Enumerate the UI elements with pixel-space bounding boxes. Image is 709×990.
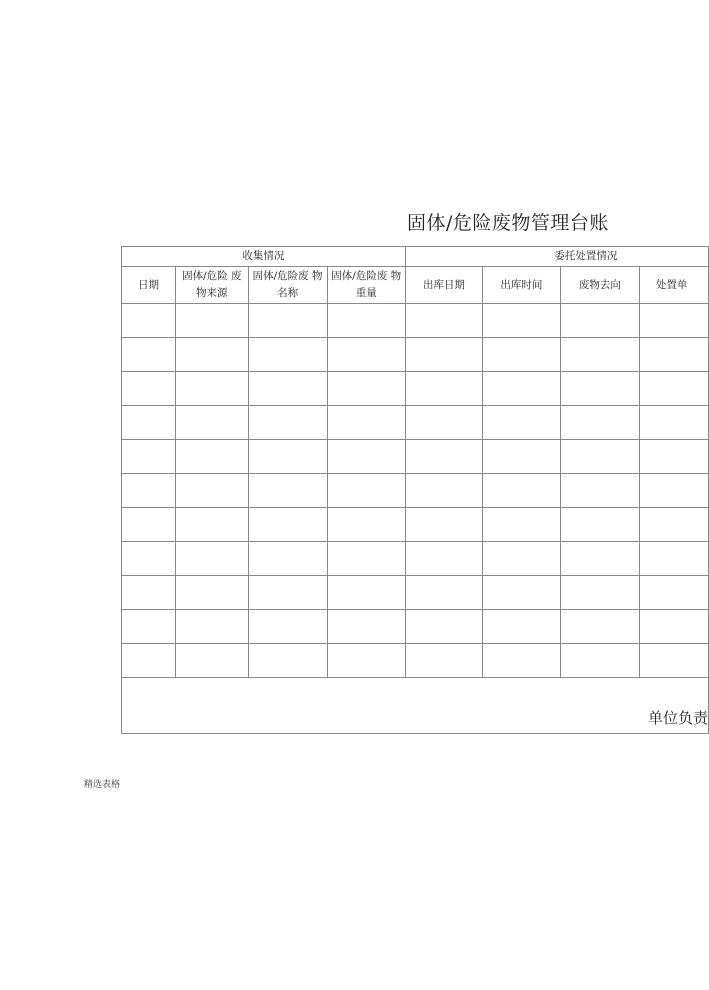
table-cell[interactable]: [639, 406, 708, 440]
table-cell[interactable]: [560, 338, 639, 372]
group-entrusted-disposal: [405, 247, 708, 267]
table-cell[interactable]: [639, 440, 708, 474]
table-cell[interactable]: [405, 440, 482, 474]
table-cell[interactable]: [327, 406, 405, 440]
col-disposal: 处置单: [639, 267, 708, 304]
table-cell[interactable]: [327, 474, 405, 508]
col-source-line2: 物来源: [196, 287, 228, 299]
table-cell[interactable]: [405, 474, 482, 508]
table-cell[interactable]: [176, 542, 248, 576]
col-weight-line1: 固体/危险废 物: [331, 270, 402, 282]
table-cell[interactable]: [176, 338, 248, 372]
table-cell[interactable]: [327, 508, 405, 542]
table-cell[interactable]: [482, 440, 560, 474]
table-cell[interactable]: [176, 508, 248, 542]
table-row: [122, 304, 709, 338]
table-cell[interactable]: [639, 644, 708, 678]
table-row: [122, 440, 709, 474]
table-row: [122, 474, 709, 508]
table-cell[interactable]: [560, 440, 639, 474]
table-cell[interactable]: [248, 644, 327, 678]
table-cell[interactable]: [122, 304, 176, 338]
table-cell[interactable]: [639, 474, 708, 508]
table-cell[interactable]: [122, 406, 176, 440]
group-entrusted-label: 委托处置情况: [554, 250, 618, 262]
table-cell[interactable]: [482, 372, 560, 406]
table-cell[interactable]: [176, 440, 248, 474]
col-name-line2: 名称: [277, 287, 299, 299]
table-cell[interactable]: [248, 338, 327, 372]
table-cell[interactable]: [176, 610, 248, 644]
column-header-row: [122, 267, 709, 304]
table-cell[interactable]: [327, 610, 405, 644]
table-cell[interactable]: [405, 542, 482, 576]
table-cell[interactable]: [560, 542, 639, 576]
col-date: 日期: [122, 267, 176, 304]
waste-ledger-table: [121, 246, 709, 734]
col-source-line1: 固体/危险 废: [182, 270, 242, 282]
table-cell[interactable]: [639, 304, 708, 338]
table-cell[interactable]: [248, 440, 327, 474]
signature-row: [122, 678, 709, 734]
table-cell[interactable]: [122, 644, 176, 678]
table-row: [122, 542, 709, 576]
table-cell[interactable]: [248, 542, 327, 576]
table-cell[interactable]: [327, 304, 405, 338]
page-title: 固体/危险废物管理台账: [407, 212, 609, 234]
table-cell[interactable]: [560, 474, 639, 508]
table-cell[interactable]: [122, 338, 176, 372]
col-out-date: 出库日期: [405, 267, 482, 304]
table-cell[interactable]: [248, 406, 327, 440]
table-cell[interactable]: [176, 576, 248, 610]
table-cell[interactable]: [176, 474, 248, 508]
table-cell[interactable]: [327, 338, 405, 372]
signer-label: 单位负责: [648, 709, 709, 727]
table-row: [122, 372, 709, 406]
table-cell[interactable]: [482, 610, 560, 644]
table-cell[interactable]: [560, 508, 639, 542]
col-name: [248, 267, 327, 304]
table-cell[interactable]: [405, 338, 482, 372]
col-name-line1: 固体/危险废 物: [252, 270, 323, 282]
table-cell[interactable]: [122, 610, 176, 644]
col-source: [176, 267, 248, 304]
group-header-row: [122, 247, 709, 267]
table-cell[interactable]: [405, 610, 482, 644]
table-cell[interactable]: [405, 576, 482, 610]
table-row: [122, 576, 709, 610]
table-cell[interactable]: [327, 440, 405, 474]
table-cell[interactable]: [482, 338, 560, 372]
table-row: [122, 508, 709, 542]
table-cell[interactable]: [248, 304, 327, 338]
table-cell[interactable]: [560, 610, 639, 644]
table-cell[interactable]: [560, 644, 639, 678]
col-out-time: 出库时间: [482, 267, 560, 304]
table-cell[interactable]: [639, 542, 708, 576]
table-cell[interactable]: [639, 508, 708, 542]
table-cell[interactable]: [560, 304, 639, 338]
table-cell[interactable]: [122, 440, 176, 474]
table-cell[interactable]: [176, 406, 248, 440]
table-cell[interactable]: [122, 542, 176, 576]
table-cell[interactable]: [122, 474, 176, 508]
table-cell[interactable]: [327, 372, 405, 406]
table-cell[interactable]: [176, 644, 248, 678]
table-cell[interactable]: [122, 508, 176, 542]
table-cell[interactable]: [405, 304, 482, 338]
footer-note: 精选表格: [84, 780, 121, 790]
table-cell[interactable]: [560, 406, 639, 440]
table-cell[interactable]: [482, 576, 560, 610]
col-weight-line2: 重量: [355, 287, 377, 299]
table-cell[interactable]: [639, 338, 708, 372]
col-weight: [327, 267, 405, 304]
table-cell[interactable]: [405, 372, 482, 406]
table-cell[interactable]: [482, 304, 560, 338]
table-cell[interactable]: [248, 508, 327, 542]
table-row: [122, 610, 709, 644]
table-cell[interactable]: [327, 542, 405, 576]
table-row: [122, 338, 709, 372]
table-cell[interactable]: [482, 406, 560, 440]
table-cell[interactable]: [482, 542, 560, 576]
table-cell[interactable]: [639, 372, 708, 406]
table-cell[interactable]: [248, 610, 327, 644]
table-cell[interactable]: [327, 576, 405, 610]
col-destination: 废物去向: [560, 267, 639, 304]
table-cell[interactable]: [248, 576, 327, 610]
table-cell[interactable]: [405, 644, 482, 678]
table-cell[interactable]: [482, 644, 560, 678]
table-cell[interactable]: [176, 304, 248, 338]
table-cell[interactable]: [405, 406, 482, 440]
table-cell[interactable]: [122, 372, 176, 406]
table-cell[interactable]: [248, 474, 327, 508]
table-row: [122, 406, 709, 440]
signature-cell: [122, 678, 709, 734]
group-collection: 收集情况: [122, 247, 406, 267]
table-cell[interactable]: [176, 372, 248, 406]
table-cell[interactable]: [405, 508, 482, 542]
table-cell[interactable]: [327, 644, 405, 678]
table-cell[interactable]: [639, 610, 708, 644]
table-row: [122, 644, 709, 678]
table-cell[interactable]: [248, 372, 327, 406]
table-cell[interactable]: [122, 576, 176, 610]
table-cell[interactable]: [482, 474, 560, 508]
table-cell[interactable]: [560, 576, 639, 610]
table-cell[interactable]: [560, 372, 639, 406]
table-cell[interactable]: [639, 576, 708, 610]
table-cell[interactable]: [482, 508, 560, 542]
